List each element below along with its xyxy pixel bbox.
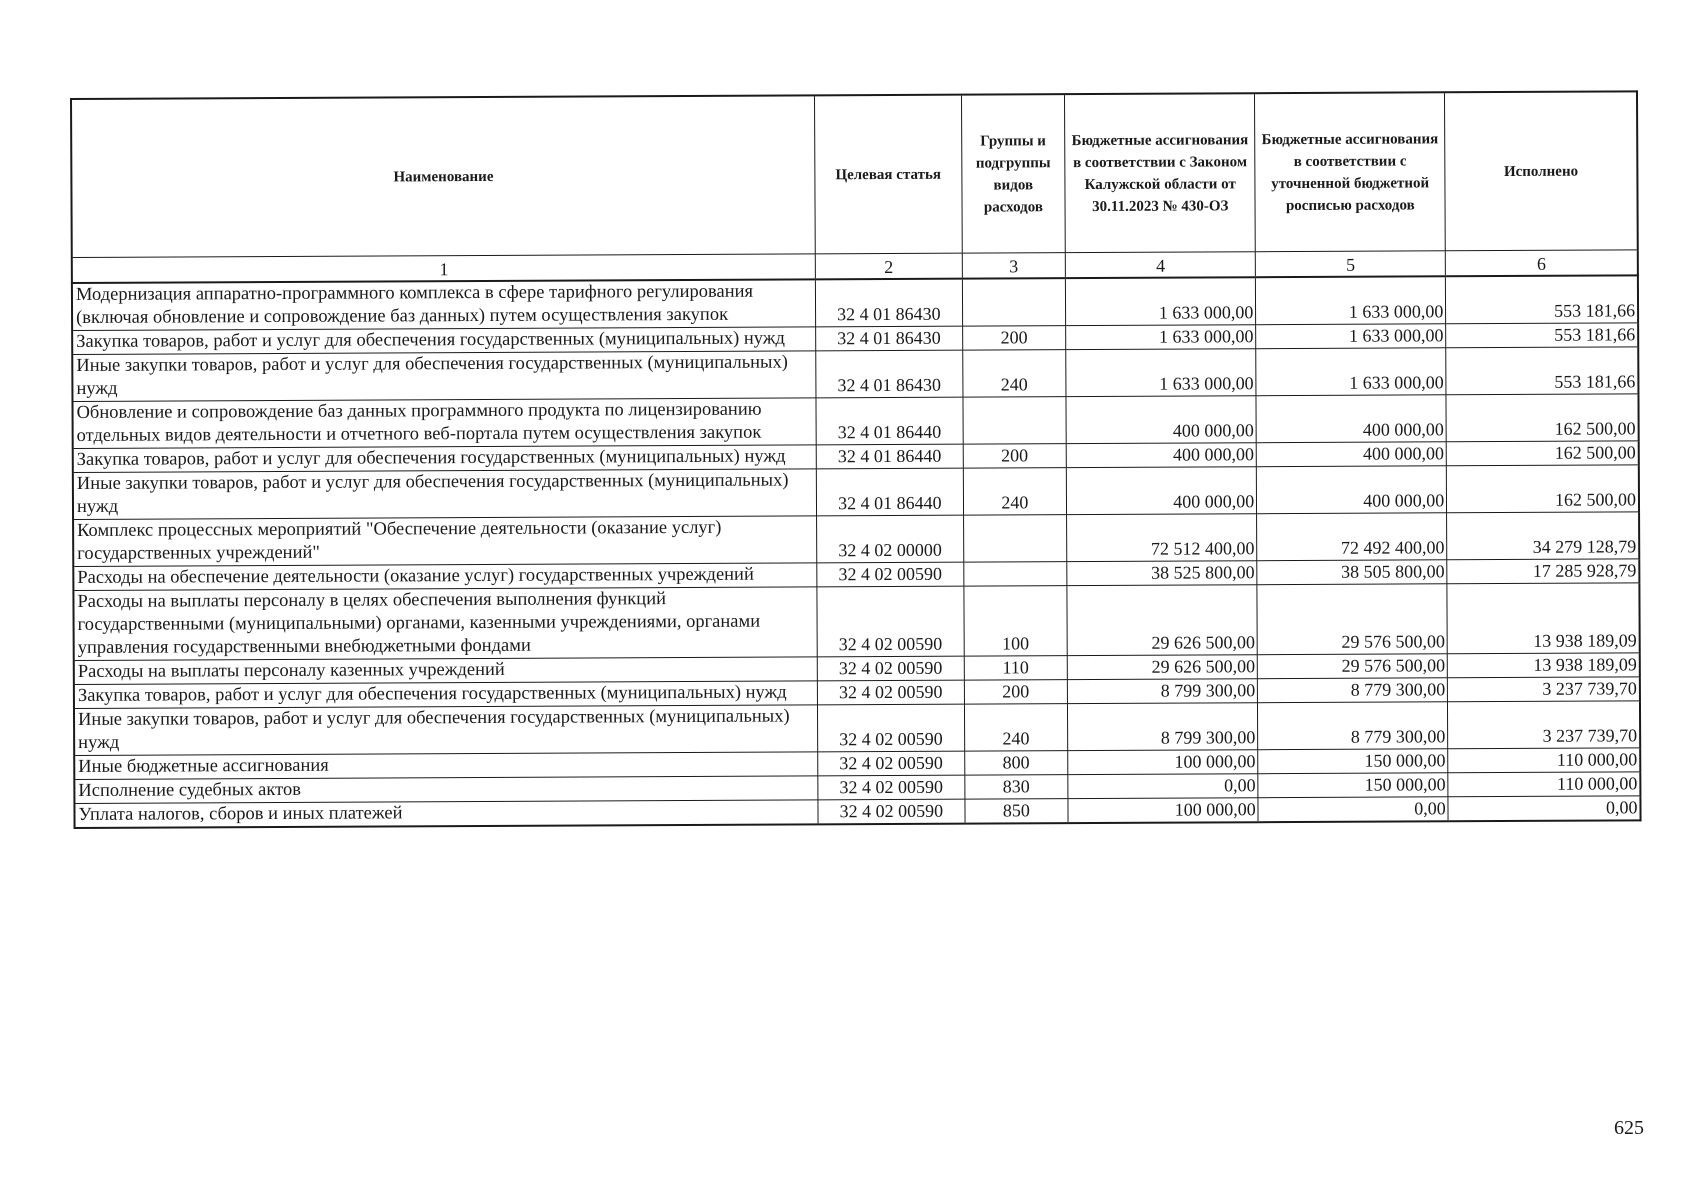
row-executed-amount: 13 938 189,09 <box>1447 653 1639 678</box>
row-name: Комплекс процессных мероприятий "Обеспечение деятельности (оказание услуг) государственных учреждений" <box>73 516 817 567</box>
row-name: Расходы на выплаты персоналу в целях обеспечения выполнения функций государственными (муниципальными) органами, казенными учреждениями, органами управления государственными внебюджетными фондами <box>73 587 817 661</box>
row-expense-group <box>962 278 1066 326</box>
row-executed-amount: 162 500,00 <box>1447 465 1639 513</box>
row-refined-amount: 400 000,00 <box>1256 395 1446 443</box>
row-name: Иные закупки товаров, работ и услуг для обеспечения государственных (муниципальных) нужд <box>73 469 817 520</box>
row-name: Закупка товаров, работ и услуг для обеспечения государственных (муниципальных) нужд <box>73 445 817 473</box>
row-expense-group: 240 <box>962 350 1066 398</box>
row-executed-amount: 162 500,00 <box>1446 441 1638 466</box>
row-expense-group: 100 <box>963 586 1067 657</box>
row-target-article: 32 4 02 00590 <box>817 656 963 681</box>
row-law-amount: 400 000,00 <box>1066 396 1256 444</box>
row-name: Закупка товаров, работ и услуг для обеспечения государственных (муниципальных) нужд <box>72 327 816 355</box>
row-target-article: 32 4 01 86430 <box>816 350 963 398</box>
budget-table <box>70 90 1642 829</box>
row-target-article: 32 4 01 86440 <box>816 468 963 516</box>
row-law-amount: 8 799 300,00 <box>1068 703 1258 751</box>
row-target-article: 32 4 02 00590 <box>817 562 963 587</box>
row-name: Модернизация аппаратно-программного комплекса в сфере тарифного регулирования (включая обновление и сопровождение баз данных) путем осуществления закупок <box>72 279 816 330</box>
row-target-article: 32 4 01 86440 <box>816 444 962 469</box>
row-executed-amount: 553 181,66 <box>1446 275 1638 323</box>
row-executed-amount: 3 237 739,70 <box>1448 701 1640 749</box>
row-expense-group: 240 <box>963 468 1067 516</box>
row-target-article: 32 4 01 86440 <box>816 397 963 445</box>
column-number: 1 <box>72 254 816 283</box>
row-executed-amount: 110 000,00 <box>1448 772 1640 797</box>
row-target-article: 32 4 02 00590 <box>818 775 964 800</box>
table-row <box>72 347 1638 402</box>
row-name: Расходы на выплаты персоналу казенных учреждений <box>74 657 818 685</box>
row-law-amount: 100 000,00 <box>1068 798 1258 823</box>
row-target-article: 32 4 02 00590 <box>818 680 964 705</box>
row-name: Иные закупки товаров, работ и услуг для обеспечения государственных (муниципальных) нужд <box>72 351 816 402</box>
row-expense-group: 200 <box>962 326 1066 351</box>
row-refined-amount: 150 000,00 <box>1258 749 1448 774</box>
table-row <box>73 512 1639 567</box>
row-law-amount: 1 633 000,00 <box>1066 325 1256 350</box>
column-number: 2 <box>815 253 961 279</box>
row-expense-group: 110 <box>964 656 1068 681</box>
row-target-article: 32 4 02 00590 <box>818 799 964 824</box>
row-law-amount: 400 000,00 <box>1067 467 1257 515</box>
table-row <box>72 394 1638 449</box>
row-expense-group <box>962 397 1066 445</box>
table-row <box>73 583 1639 661</box>
row-refined-amount: 150 000,00 <box>1258 773 1448 798</box>
row-expense-group: 200 <box>964 680 1068 705</box>
row-executed-amount: 553 181,66 <box>1446 323 1638 348</box>
row-refined-amount: 38 505 800,00 <box>1257 560 1447 585</box>
row-law-amount: 100 000,00 <box>1068 750 1258 775</box>
row-law-amount: 1 633 000,00 <box>1066 349 1256 397</box>
row-expense-group: 240 <box>964 704 1068 752</box>
row-law-amount: 400 000,00 <box>1066 443 1256 468</box>
row-executed-amount: 553 181,66 <box>1446 347 1638 395</box>
header-law-allocations: Бюджетные ассигнования в соответствии с Законом Калужской области от 30.11.2023 № 430-ОЗ <box>1065 93 1256 252</box>
page-number: 625 <box>1614 1117 1644 1139</box>
row-law-amount: 8 799 300,00 <box>1068 679 1258 704</box>
row-executed-amount: 162 500,00 <box>1446 394 1638 442</box>
header-row <box>71 91 1638 257</box>
row-expense-group: 800 <box>964 751 1068 776</box>
column-number: 5 <box>1256 251 1446 277</box>
header-name: Наименование <box>71 95 815 257</box>
row-target-article: 32 4 02 00590 <box>817 586 964 657</box>
header-refined-allocations: Бюджетные ассигнования в соответствии с уточненной бюджетной росписью расходов <box>1255 92 1446 251</box>
row-refined-amount: 1 633 000,00 <box>1256 324 1446 349</box>
column-number: 4 <box>1066 252 1256 278</box>
row-refined-amount: 29 576 500,00 <box>1257 654 1447 679</box>
row-name: Обновление и сопровождение баз данных программного продукта по лицензированию отдельных видов деятельности и отчетного веб-портала путем осуществления закупок <box>72 398 816 449</box>
row-name: Расходы на обеспечение деятельности (оказание услуг) государственных учреждений <box>73 563 817 591</box>
row-executed-amount: 17 285 928,79 <box>1447 559 1639 584</box>
row-law-amount: 29 626 500,00 <box>1067 585 1257 656</box>
row-executed-amount: 110 000,00 <box>1448 748 1640 773</box>
row-target-article: 32 4 02 00590 <box>818 751 964 776</box>
row-law-amount: 0,00 <box>1068 774 1258 799</box>
row-law-amount: 29 626 500,00 <box>1067 655 1257 680</box>
row-expense-group <box>963 562 1067 587</box>
row-law-amount: 72 512 400,00 <box>1067 514 1257 562</box>
row-executed-amount: 34 279 128,79 <box>1447 512 1639 560</box>
column-number: 6 <box>1446 250 1638 276</box>
row-expense-group: 850 <box>964 799 1068 824</box>
row-name: Закупка товаров, работ и услуг для обеспечения государственных (муниципальных) нужд <box>74 681 818 709</box>
header-target-article: Целевая статья <box>815 95 962 254</box>
row-refined-amount: 0,00 <box>1258 797 1448 822</box>
row-refined-amount: 29 576 500,00 <box>1257 584 1447 655</box>
row-refined-amount: 1 633 000,00 <box>1256 276 1446 324</box>
row-refined-amount: 1 633 000,00 <box>1256 348 1446 396</box>
row-refined-amount: 72 492 400,00 <box>1257 513 1447 561</box>
row-name: Уплата налогов, сборов и иных платежей <box>74 800 818 828</box>
row-law-amount: 38 525 800,00 <box>1067 561 1257 586</box>
header-expense-groups: Группы и подгруппы видов расходов <box>961 94 1066 253</box>
row-name: Исполнение судебных актов <box>74 776 818 804</box>
row-executed-amount: 13 938 189,09 <box>1447 583 1640 654</box>
column-number: 3 <box>962 253 1066 279</box>
row-target-article: 32 4 02 00590 <box>818 704 965 752</box>
row-law-amount: 1 633 000,00 <box>1066 277 1256 325</box>
table-row <box>74 701 1640 756</box>
row-refined-amount: 8 779 300,00 <box>1258 678 1448 703</box>
header-executed: Исполнено <box>1445 91 1638 250</box>
row-executed-amount: 3 237 739,70 <box>1448 677 1640 702</box>
row-name: Иные бюджетные ассигнования <box>74 752 818 780</box>
row-name: Иные закупки товаров, работ и услуг для обеспечения государственных (муниципальных) нужд <box>74 705 818 756</box>
row-executed-amount: 0,00 <box>1448 796 1640 821</box>
row-refined-amount: 8 779 300,00 <box>1258 702 1448 750</box>
row-expense-group <box>963 515 1067 563</box>
row-target-article: 32 4 02 00000 <box>817 515 964 563</box>
row-target-article: 32 4 01 86430 <box>816 279 963 327</box>
row-expense-group: 830 <box>964 775 1068 800</box>
row-target-article: 32 4 01 86430 <box>816 326 962 351</box>
table-row <box>73 465 1639 520</box>
table-body <box>72 275 1641 828</box>
row-refined-amount: 400 000,00 <box>1256 442 1446 467</box>
table-row <box>72 275 1638 330</box>
row-refined-amount: 400 000,00 <box>1257 466 1447 514</box>
row-expense-group: 200 <box>963 444 1067 469</box>
